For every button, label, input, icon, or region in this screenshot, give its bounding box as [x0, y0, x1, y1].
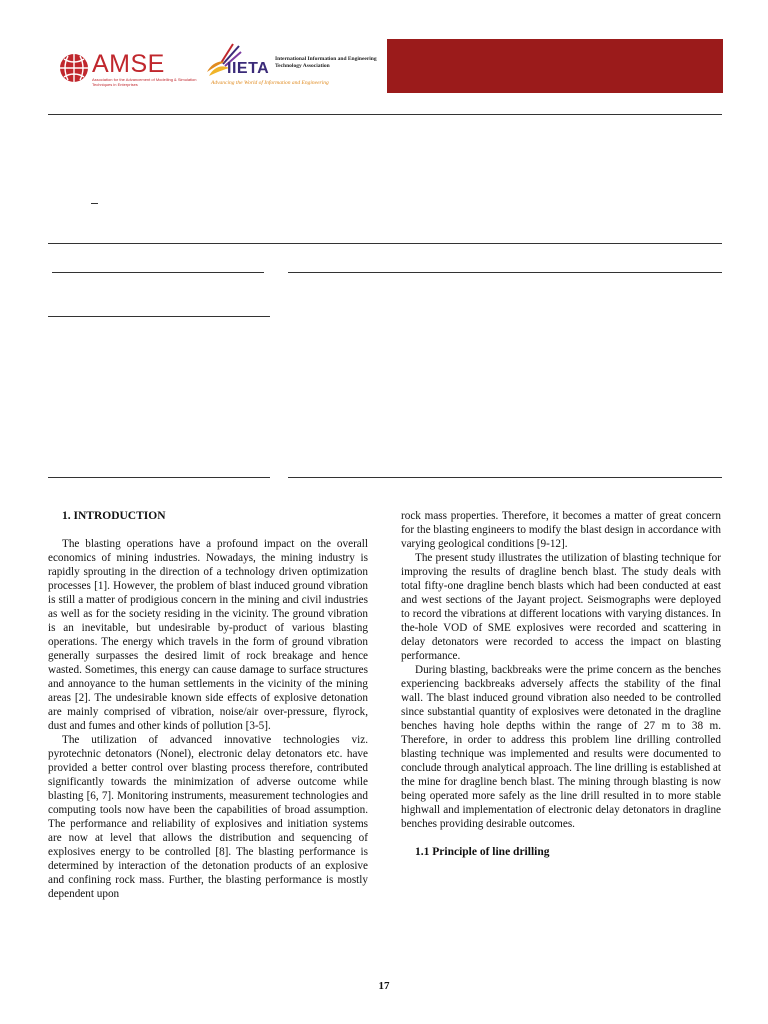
rule-info-bottom: [48, 477, 270, 478]
iieta-tagline: Advancing the World of Information and Engineering: [211, 80, 329, 86]
paragraph-continuation: rock mass properties. Therefore, it becomes a matter of great concern for the blasting engineers to modify the blast design in accordance with varying geological conditions [9-12].: [401, 510, 721, 550]
rule-title-bottom: [48, 243, 722, 244]
rule-abstract-bottom: [288, 477, 722, 478]
rule-abstract-top: [288, 272, 722, 273]
paragraph: The present study illustrates the utilization of blasting technique for improving the results of dragline bench blast. The study deals with total fifty-one dragline bench blasts which had been conducted at east and west sections of the Jayant project. Seismographs were deployed to record the vibrations at different locations with varying distances. In the-hole VOD of SME explosives were recorded and scattering in delay detonators were recorded to access the impact on blasting performance.: [401, 552, 721, 662]
globe-icon: [58, 52, 90, 84]
body-column-left: [48, 509, 368, 901]
iieta-logo: [203, 40, 393, 92]
amse-logo: [58, 50, 197, 90]
amse-subtitle: Association for the Advancement of Modelling & Simulation Techniques in Enterprises: [92, 77, 197, 87]
header-accent-block: [387, 39, 723, 93]
section-heading-introduction: 1. INTRODUCTION: [62, 510, 166, 522]
rule-info-left: [52, 272, 264, 273]
rule-top: [48, 114, 722, 115]
dash-mark: [91, 203, 98, 204]
iieta-org-name: International Information and Engineering Technology Association: [275, 56, 377, 69]
iieta-logo-text: IIETA: [227, 60, 270, 77]
paragraph: The utilization of advanced innovative technologies viz. pyrotechnic detonators (Nonel), electronic delay detonators etc. have provided a better control over blasting process therefore, contributed significantly towards the minimization of adverse outcome while blasting [6, 7]. Monitoring instruments, measurement technologies and computing tools now have been the capabilities of broad assumption. The performance and reliability of explosives and initiation systems are now at level that allows the distribution and sequencing of explosives energy to be controlled [8]. The blasting performance is determined by interaction of the detonation products of an explosive and confining rock mass. Further, the blasting performance is mostly dependent upon: [48, 734, 368, 900]
paragraph: During blasting, backbreaks were the prime concern as the benches experiencing backbreaks adversely affects the stability of the final wall. The blast induced ground vibration also needed to be controlled since substantial quantity of explosives were detonated in the dragline benches having hole depths within the range of 27 m to 38 m. Therefore, in order to address this problem line drilling controlled blasting technique was implemented and results were documented to conclude through analytical approach. The line drilling is established at the mine for dragline bench blast. The mining through blasting is now being operated more safely as the line drill resulted in to more stable highwall and implementation of electronic delay detonators in dragline benches providing desirable outcomes.: [401, 664, 721, 830]
subsection-heading-line-drilling: 1.1 Principle of line drilling: [415, 846, 550, 858]
page-number: 17: [378, 980, 390, 992]
paragraph: The blasting operations have a profound impact on the overall economics of mining industries. Nowadays, the mining industry is rapidly sprouting in the direction of a technology driven optimization processes [1]. However, the problem of blast induced ground vibration is still a matter of prodigious concern in the mining and civil industries as well as for the society residing in the vicinity. The ground vibration is an inevitable, but undesirable by-product of various blasting operations. The energy which travels in the form of ground vibration generally surpasses the desired limit of rock breakage and hence wasted. Sometimes, this energy can cause damage to surface structures and annoyance to the human settlements in the vicinity of the mining areas [2]. The undesirable known side effects of explosive detonation are mainly comprised of vibration, noise/air over-pressure, flyrock, dust and fumes and other kinds of pollution [3-5].: [48, 538, 368, 732]
amse-logo-text: AMSE: [92, 50, 165, 78]
body-column-right: [401, 509, 721, 859]
rule-info-mid: [48, 316, 270, 317]
